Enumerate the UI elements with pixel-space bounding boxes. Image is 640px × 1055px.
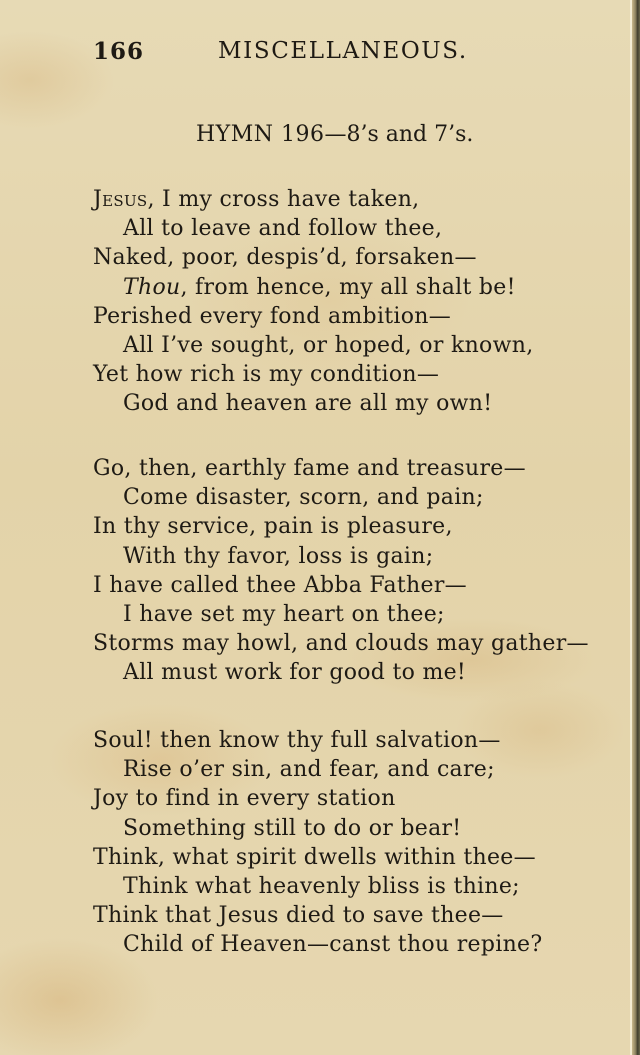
verse-line: Perished every fond ambition— <box>93 303 452 329</box>
stanza-2 <box>93 454 589 688</box>
stanza-3 <box>93 726 542 960</box>
hymn-title <box>196 122 473 147</box>
verse-line: All to leave and follow thee, <box>123 216 443 242</box>
verse-line: Think, what spirit dwells within thee— <box>93 844 536 870</box>
page-number: 166 <box>93 38 145 65</box>
verse-line: In thy service, pain is pleasure, <box>93 514 453 540</box>
verse-line: All must work for good to me! <box>123 660 467 686</box>
emphasis: Thou <box>123 274 181 300</box>
verse-line: Jesus, I my cross have taken, <box>93 187 420 212</box>
verse-line: Storms may howl, and clouds may gather— <box>93 631 589 657</box>
hymn-meter: —8’s and 7’s. <box>324 122 474 147</box>
verse-line: Thou, from hence, my all shalt be! <box>123 274 516 300</box>
verse-line: Soul! then know thy full salvation— <box>93 728 501 753</box>
stanza-1 <box>93 185 534 419</box>
verse-line: Joy to find in every station <box>93 786 396 812</box>
verse-line: I have called thee Abba Father— <box>93 572 467 598</box>
page-header <box>93 38 620 68</box>
verse-line: God and heaven are all my own! <box>123 391 493 417</box>
hymn-number: HYMN 196 <box>196 122 325 147</box>
book-spine-edge <box>632 0 640 1055</box>
verse-line: Think what heavenly bliss is thine; <box>123 873 520 899</box>
verse-line: I have set my heart on thee; <box>123 601 445 627</box>
verse-line: All I’ve sought, or hoped, or known, <box>123 332 534 358</box>
verse-line: Come disaster, scorn, and pain; <box>123 485 484 511</box>
verse-line: Yet how rich is my condition— <box>93 362 440 388</box>
verse-line: With thy favor, loss is gain; <box>123 543 434 569</box>
verse-line: Think that Jesus died to save thee— <box>93 903 504 929</box>
running-head: MISCELLANEOUS. <box>218 38 468 64</box>
verse-line: Something still to do or bear! <box>123 815 462 841</box>
verse-line: Rise o’er sin, and fear, and care; <box>123 757 495 783</box>
verse-line: Naked, poor, despis’d, forsaken— <box>93 245 477 271</box>
verse-line: Go, then, earthly fame and treasure— <box>93 456 526 481</box>
first-word: Jesus <box>93 187 148 212</box>
verse-line: Child of Heaven—canst thou repine? <box>123 932 543 958</box>
